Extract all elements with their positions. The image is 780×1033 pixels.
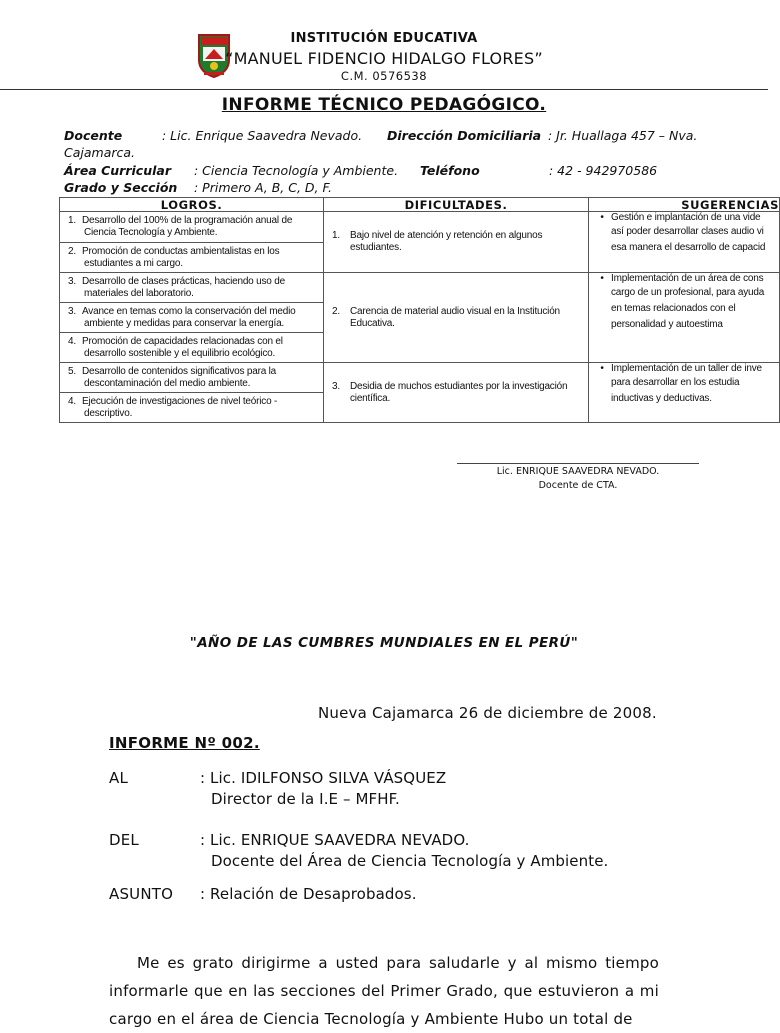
report-table: [59, 197, 780, 423]
del-value-line2: Docente del Área de Ciencia Tecnología y Ambiente.: [211, 852, 609, 870]
report-title: INFORME TÉCNICO PEDAGÓGICO.: [221, 95, 547, 115]
signature-line: [457, 463, 699, 464]
al-label: AL: [109, 769, 129, 787]
grado-value: : Primero A, B, C, D, F.: [194, 180, 333, 195]
grado-label: Grado y Sección: [64, 180, 178, 195]
header-dificultades: DIFICULTADES.: [324, 198, 589, 212]
table-header-row: [60, 198, 780, 212]
logro-item: 2. Promoción de conductas ambientalistas en los estudiantes a mi cargo.: [60, 243, 324, 273]
del-value: : Lic. ENRIQUE SAAVEDRA NEVADO.: [200, 831, 470, 849]
institution-name: “MANUEL FIDENCIO HIDALGO FLORES”: [225, 49, 543, 68]
institution-code: C.M. 0576538: [340, 69, 428, 83]
year-motto: "AÑO DE LAS CUMBRES MUNDIALES EN EL PERÚ": [189, 635, 579, 651]
asunto-value: : Relación de Desaprobados.: [200, 885, 417, 903]
sugerencia-item: • Implementación de un área de cons cargo de un profesional, para ayuda en temas relacionados con el personalidad y autoestima: [589, 273, 780, 363]
signature-role: Docente de CTA.: [538, 480, 618, 491]
asunto-label: ASUNTO: [109, 885, 174, 903]
header-divider: [0, 89, 768, 90]
area-value: : Ciencia Tecnología y Ambiente.: [194, 163, 399, 178]
letter-body: Me es grato dirigirme a usted para saludarle y al mismo tiempo informarle que en las secciones del Primer Grado, que estuvieron a mi cargo en el área de Ciencia Tecnología y Ambiente Hubo un total de: [109, 954, 659, 1028]
letter-date: Nueva Cajamarca 26 de diciembre de 2008.: [318, 704, 657, 722]
telefono-label: Teléfono: [420, 163, 480, 178]
bullet-icon: •: [600, 212, 604, 223]
area-label: Área Curricular: [64, 163, 171, 178]
meta-row-docente: [64, 128, 122, 143]
logro-item: 5. Desarrollo de contenidos significativos para la descontaminación del medio ambiente.: [60, 363, 324, 393]
del-label: DEL: [109, 831, 139, 849]
telefono-value: : 42 - 942970586: [549, 163, 658, 178]
informe-number: INFORME Nº 002.: [109, 734, 260, 752]
dificultad-item: 1. Bajo nivel de atención y retención en algunos estudiantes.: [324, 212, 589, 273]
table-row: [60, 273, 780, 303]
logro-item: 4. Ejecución de investigaciones de nivel teórico - descriptivo.: [60, 393, 324, 423]
bullet-icon: •: [600, 363, 604, 374]
table-row: [60, 212, 780, 243]
table-row: [60, 363, 780, 393]
sugerencia-item: • Gestión e implantación de una vide así poder desarrollar clases audio vi esa manera el desarrollo de capacid: [589, 212, 780, 273]
logro-item: 4. Promoción de capacidades relacionadas con el desarrollo sostenible y el equilibrio ecológico.: [60, 333, 324, 363]
docente-value: : Lic. Enrique Saavedra Nevado.: [162, 128, 363, 143]
dificultad-item: 3. Desidia de muchos estudiantes por la investigación científica.: [324, 363, 589, 423]
al-value-line2: Director de la I.E – MFHF.: [211, 790, 400, 808]
logro-item: 3. Desarrollo de clases prácticas, haciendo uso de materiales del laboratorio.: [60, 273, 324, 303]
dificultad-item: 2. Carencia de material audio visual en la Institución Educativa.: [324, 273, 589, 363]
docente-label: Docente: [64, 128, 123, 143]
logro-item: 3. Avance en temas como la conservación del medio ambiente y medidas para conservar la energía.: [60, 303, 324, 333]
signature-name: Lic. ENRIQUE SAAVEDRA NEVADO.: [496, 466, 660, 477]
direccion-value: : Jr. Huallaga 457 – Nva.: [548, 128, 698, 143]
institution-label: INSTITUCIÓN EDUCATIVA: [290, 31, 478, 46]
logro-item: 1. Desarrollo del 100% de la programación anual de Ciencia Tecnología y Ambiente.: [60, 212, 324, 243]
direccion-cont: Cajamarca.: [64, 145, 136, 160]
header-sugerencias: SUGERENCIAS: [589, 198, 780, 212]
direccion-label: Dirección Domiciliaria: [387, 128, 542, 143]
al-value: : Lic. IDILFONSO SILVA VÁSQUEZ: [200, 769, 447, 787]
header-logros: LOGROS.: [60, 198, 324, 212]
bullet-icon: •: [600, 273, 604, 284]
sugerencia-item: • Implementación de un taller de inve para desarrollar en los estudia inductivas y deductivas.: [589, 363, 780, 423]
